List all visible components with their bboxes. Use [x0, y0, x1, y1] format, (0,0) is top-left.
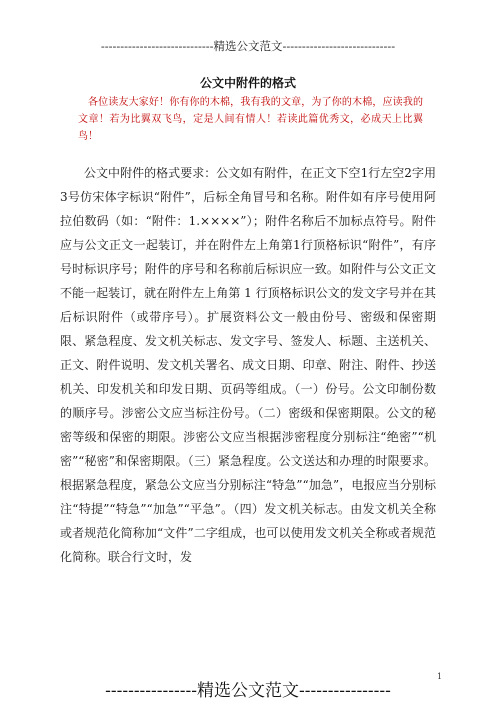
body-paragraph: 公文中附件的格式要求：公文如有附件，在正文下空1行左空2字用3号仿宋体字标识“附件”，后标全角冒号和名称。附件如有序号使用阿拉伯数码（如：“附件：1.××××”）；附件名称后不加标点符号。附件应与公文正文一起装订，并在附件左上角第1行顶格标识“附件”，有序号时标识序号；附件的序号和名称前后标识应一致。如附件与公文正文不能一起装订，就在附件左上角第 1 行顶格标识公文的发文字号并在其后标识附件（或带序号）。扩展资料公文一般由份号、密级和保密期限、紧急程度、发文机关标志、发文字号、签发人、标题、主送机关、正文、附件说明、发文机关署名、成文日期、印章、附注、附件、抄送机关、印发机关和印发日期、页码等组成。（一）份号。公文印制份数的顺序号。涉密公文应当标注份号。（二）密级和保密期限。公文的秘密等级和保密的期限。涉密公文应当根据涉密程度分别标注“绝密”“机密”“秘密”和保密期限。（三）紧急程度。公文送达和办理的时限要求。根据紧急程度，紧急公文应当分别标注“特急”“加急”，电报应当分别标注“特提”“特急”“加急”“平急”。（四）发文机关标志。由发文机关全称或者规范化简称加“文件”二字组成，也可以使用发文机关全称或者规范化简称。联合行文时，发	[60, 166, 436, 564]
greeting-text: 各位读友大家好！你有你的木棉，我有我的文章，为了你的木棉，应读我的文章！若为比翼双飞鸟，定是人间有情人！若读此篇优秀文，必成天上比翼鸟！	[78, 97, 423, 142]
greeting-block	[78, 94, 423, 145]
document-title: 公文中附件的格式	[199, 76, 296, 90]
header-banner: -----------------------------精选公文范文-----------------------------	[100, 39, 396, 53]
body-block	[60, 161, 436, 569]
footer-banner: ----------------精选公文范文----------------	[105, 681, 391, 701]
page-number: 1	[437, 672, 443, 681]
